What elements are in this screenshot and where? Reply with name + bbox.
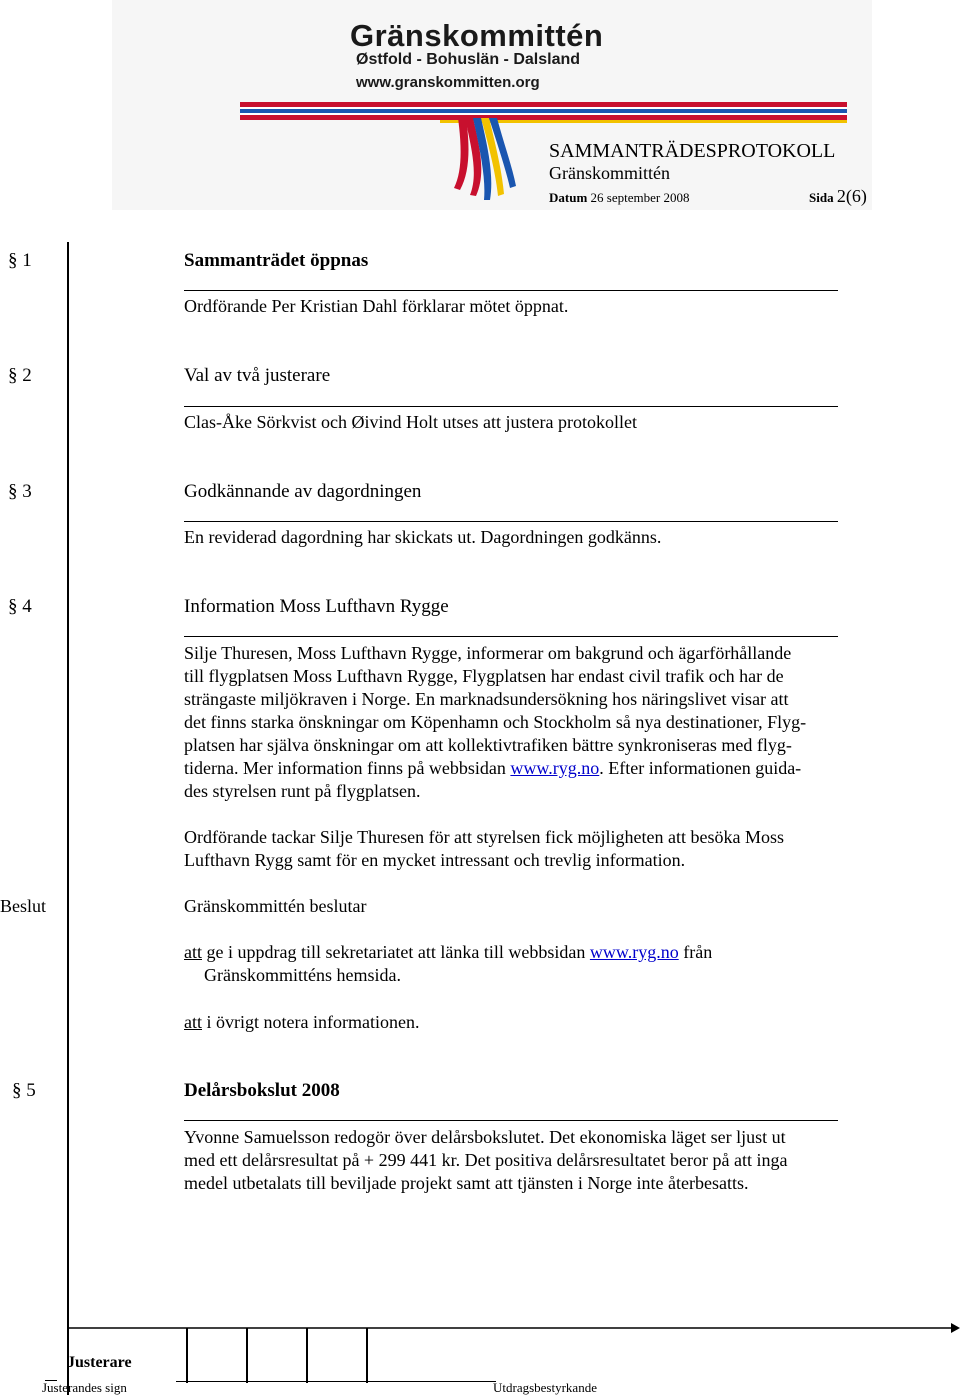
body-line: med ett delårsresultat på + 299 441 kr. Det positiva delårsresultatet beror på att inga (184, 1150, 788, 1170)
att-keyword: att (184, 1012, 202, 1032)
beslut-label: Beslut (0, 896, 47, 916)
logo-url: www.granskommitten.org (356, 74, 540, 91)
section-3-rule (184, 521, 838, 522)
att-keyword: att (184, 942, 202, 962)
section-4-rule (184, 636, 838, 637)
utdragsbestyrkande-label: Utdragsbestyrkande (493, 1380, 597, 1395)
body-line: Lufthavn Rygg samt för en mycket intressant och trevlig information. (184, 850, 686, 870)
section-5-rule (184, 1120, 838, 1121)
section-4-body (184, 642, 884, 803)
footer-divider (186, 1328, 188, 1383)
body-line: medel utbetalats till beviljade projekt samt att tjänsten i Norge inte återbesatts. (184, 1173, 749, 1193)
justerare-label: Justerare (67, 1354, 132, 1371)
organization-name: Gränskommittén (549, 163, 670, 183)
decision-text: i övrigt notera informationen. (202, 1012, 420, 1032)
section-5-body (184, 1126, 884, 1195)
page-label: Sida (809, 190, 834, 205)
document-title: SAMMANTRÄDESPROTOKOLL (549, 140, 836, 162)
logo-subtitle: Østfold - Bohuslän - Dalsland (356, 51, 581, 68)
website-link[interactable]: www.ryg.no (589, 942, 679, 962)
decision-1 (184, 941, 884, 987)
section-4-number: § 4 (8, 596, 32, 617)
body-line: des styrelsen runt på flygplatsen. (184, 781, 421, 801)
body-line: Yvonne Samuelsson redogör över delårsbokslutet. Det ekonomiska läget ser ljust ut (184, 1127, 786, 1147)
decision-text: ge i uppdrag till sekretariatet att länka till webbsidan (202, 942, 590, 962)
date-line (549, 190, 689, 206)
signature-line (176, 1381, 496, 1382)
decision-text: Gränskommitténs hemsida. (204, 965, 401, 985)
body-line (184, 757, 884, 780)
footer-arrow-rule (67, 1322, 960, 1334)
section-1-body: Ordförande Per Kristian Dahl förklarar mötet öppnat. (184, 296, 569, 316)
website-link[interactable]: www.ryg.no (510, 758, 600, 778)
date-value: 26 september 2008 (590, 190, 690, 205)
decision-2 (184, 1011, 419, 1034)
section-3-body: En reviderad dagordning har skickats ut. Dagordningen godkänns. (184, 527, 662, 547)
section-5-heading: Delårsbokslut 2008 (184, 1080, 340, 1101)
body-line: Silje Thuresen, Moss Lufthavn Rygge, informerar om bakgrund och ägarförhållande (184, 643, 792, 663)
section-2-rule (184, 406, 838, 407)
footer-divider (306, 1328, 308, 1383)
justerandes-sign-label: Justerandes sign (42, 1380, 127, 1395)
body-line: Ordförande tackar Silje Thuresen för att styrelsen fick möjligheten att besöka Moss (184, 827, 784, 847)
body-line: till flygplatsen Moss Lufthavn Rygge, Flygplatsen har endast civil trafik och har de (184, 666, 784, 686)
body-line: strängaste miljökraven i Norge. En marknadsundersökning hos näringslivet visar att (184, 689, 789, 709)
section-3-number: § 3 (8, 481, 32, 502)
footer-divider (246, 1328, 248, 1383)
body-line: platsen har själva önskningar om att kollektivtrafiken bättre synkroniseras med flyg- (184, 735, 792, 755)
section-3-heading: Godkännande av dagordningen (184, 481, 422, 502)
page-indicator (809, 186, 867, 207)
section-1-rule (184, 290, 838, 291)
section-4-paragraph-2 (184, 826, 884, 872)
body-text: . Efter informationen guida- (599, 758, 802, 778)
section-1-heading: Sammanträdet öppnas (184, 250, 369, 271)
date-label: Datum (549, 190, 588, 205)
section-2-heading: Val av två justerare (184, 365, 331, 386)
margin-divider (67, 242, 69, 1395)
footer-divider (366, 1328, 368, 1383)
body-text: tiderna. Mer information finns på webbsidan (184, 758, 511, 778)
page-number: 2(6) (836, 186, 867, 206)
logo-title: Gränskommittén (350, 18, 604, 53)
section-1-number: § 1 (8, 250, 32, 271)
beslut-heading: Gränskommittén beslutar (184, 896, 367, 916)
section-2-number: § 2 (8, 365, 32, 386)
section-2-body: Clas-Åke Sörkvist och Øivind Holt utses att justera protokollet (184, 412, 637, 432)
decision-text: från (678, 942, 713, 962)
section-5-number: § 5 (12, 1080, 36, 1101)
section-4-heading: Information Moss Lufthavn Rygge (184, 596, 449, 617)
body-line: det finns starka önskningar om Köpenhamn och Stockholm så nya destinationer, Flyg- (184, 712, 807, 732)
